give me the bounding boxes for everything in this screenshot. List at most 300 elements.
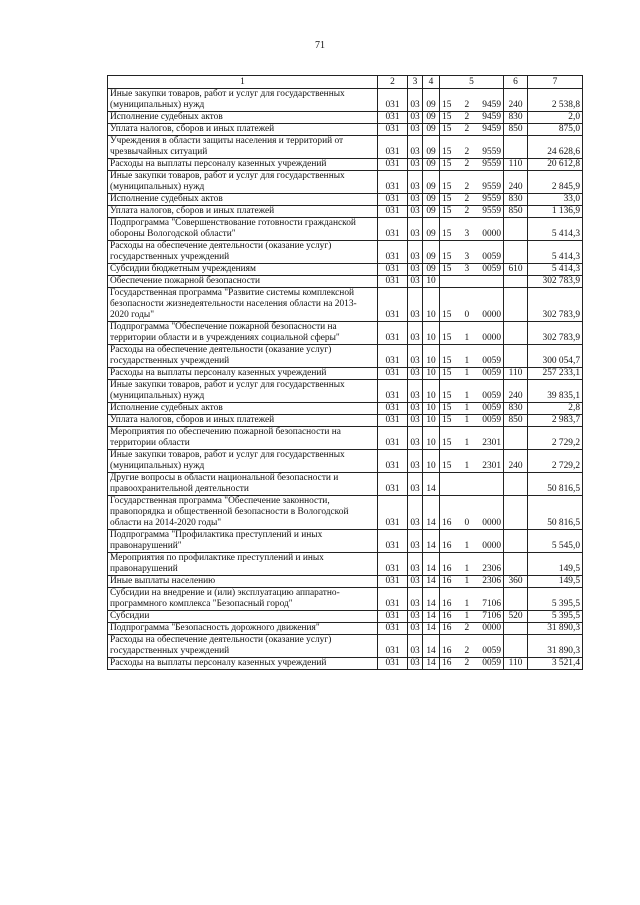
expense-type-code: 610 xyxy=(504,264,528,276)
target-article-code xyxy=(440,124,504,136)
table-row xyxy=(108,345,583,368)
target-article-subprogram: 2 xyxy=(464,159,470,169)
target-article-parts xyxy=(442,599,501,610)
target-article-parts xyxy=(442,194,501,205)
row-name: Государственная программа "Обеспечение законности, правопорядка и общественной безопасности в Вологодской области на 2014-2020 годы" xyxy=(108,496,378,530)
expense-type-code xyxy=(504,473,528,496)
target-article-direction: 0000 xyxy=(482,541,501,551)
target-article-parts xyxy=(442,564,501,575)
amount: 39 835,1 xyxy=(528,380,583,403)
target-article-subprogram: 1 xyxy=(464,541,470,551)
section-code: 03 xyxy=(408,136,423,159)
ved-code: 031 xyxy=(378,264,408,276)
target-article-program: 15 xyxy=(442,391,452,401)
subsection-code: 09 xyxy=(423,124,440,136)
target-article-program: 16 xyxy=(442,564,452,574)
section-code: 03 xyxy=(408,89,423,112)
target-article-direction: 0059 xyxy=(482,368,501,378)
target-article-code xyxy=(440,276,504,288)
section-code: 03 xyxy=(408,159,423,171)
subsection-code: 14 xyxy=(423,658,440,670)
row-name: Расходы на выплаты персоналу казенных учреждений xyxy=(108,658,378,670)
target-article-subprogram: 1 xyxy=(464,576,470,586)
ved-code: 031 xyxy=(378,124,408,136)
table-row xyxy=(108,241,583,264)
table-row xyxy=(108,415,583,427)
target-article-code xyxy=(440,530,504,553)
table-row xyxy=(108,530,583,553)
subsection-code: 10 xyxy=(423,322,440,345)
subsection-code: 14 xyxy=(423,588,440,611)
expense-type-code: 830 xyxy=(504,194,528,206)
target-article-code xyxy=(440,194,504,206)
target-article-code xyxy=(440,345,504,368)
ved-code: 031 xyxy=(378,194,408,206)
target-article-parts xyxy=(442,518,501,529)
target-article-code xyxy=(440,218,504,241)
section-code: 03 xyxy=(408,276,423,288)
target-article-code xyxy=(440,288,504,322)
target-article-parts xyxy=(442,658,501,669)
row-name: Иные закупки товаров, работ и услуг для государственных (муниципальных) нужд xyxy=(108,89,378,112)
target-article-subprogram: 2 xyxy=(464,658,470,668)
expense-type-code: 850 xyxy=(504,415,528,427)
section-code: 03 xyxy=(408,124,423,136)
table-row xyxy=(108,288,583,322)
row-name: Подпрограмма "Совершенствование готовности гражданской обороны Вологодской области" xyxy=(108,218,378,241)
target-article-parts xyxy=(442,333,501,344)
row-name: Иные закупки товаров, работ и услуг для государственных (муниципальных) нужд xyxy=(108,450,378,473)
subsection-code: 14 xyxy=(423,530,440,553)
subsection-code: 09 xyxy=(423,241,440,264)
target-article-subprogram: 2 xyxy=(464,100,470,110)
target-article-direction: 0000 xyxy=(482,333,501,343)
row-name: Субсидии xyxy=(108,611,378,623)
target-article-code xyxy=(440,403,504,415)
row-name: Исполнение судебных актов xyxy=(108,194,378,206)
column-header: 7 xyxy=(528,76,583,89)
target-article-program: 15 xyxy=(442,229,452,239)
section-code: 03 xyxy=(408,658,423,670)
subsection-code: 10 xyxy=(423,288,440,322)
amount: 257 233,1 xyxy=(528,368,583,380)
amount: 2 983,7 xyxy=(528,415,583,427)
amount: 5 545,0 xyxy=(528,530,583,553)
subsection-code: 09 xyxy=(423,89,440,112)
target-article-direction: 9459 xyxy=(482,100,501,110)
row-name: Подпрограмма "Безопасность дорожного движения" xyxy=(108,623,378,635)
target-article-parts xyxy=(442,112,501,123)
target-article-direction: 9559 xyxy=(482,206,501,216)
amount: 24 628,6 xyxy=(528,136,583,159)
table-row xyxy=(108,635,583,658)
target-article-direction: 0000 xyxy=(482,310,501,320)
target-article-parts xyxy=(442,147,501,158)
target-article-code xyxy=(440,658,504,670)
expense-type-code xyxy=(504,496,528,530)
section-code: 03 xyxy=(408,588,423,611)
subsection-code: 09 xyxy=(423,206,440,218)
target-article-program: 15 xyxy=(442,194,452,204)
target-article-code xyxy=(440,89,504,112)
row-name: Уплата налогов, сборов и иных платежей xyxy=(108,415,378,427)
subsection-code: 10 xyxy=(423,415,440,427)
expense-type-code: 360 xyxy=(504,576,528,588)
table-row xyxy=(108,427,583,450)
ved-code: 031 xyxy=(378,415,408,427)
target-article-code xyxy=(440,241,504,264)
expense-type-code: 110 xyxy=(504,159,528,171)
expense-type-code xyxy=(504,623,528,635)
section-code: 03 xyxy=(408,171,423,194)
target-article-program: 15 xyxy=(442,356,452,366)
ved-code: 031 xyxy=(378,553,408,576)
target-article-program: 15 xyxy=(442,415,452,425)
section-code: 03 xyxy=(408,206,423,218)
ved-code: 031 xyxy=(378,623,408,635)
target-article-subprogram: 1 xyxy=(464,391,470,401)
table-row xyxy=(108,623,583,635)
target-article-code xyxy=(440,635,504,658)
subsection-code: 10 xyxy=(423,403,440,415)
subsection-code: 09 xyxy=(423,112,440,124)
row-name: Исполнение судебных актов xyxy=(108,112,378,124)
expense-type-code: 240 xyxy=(504,380,528,403)
ved-code: 031 xyxy=(378,159,408,171)
amount: 2 729,2 xyxy=(528,450,583,473)
target-article-parts xyxy=(442,229,501,240)
target-article-direction: 0059 xyxy=(482,646,501,656)
section-code: 03 xyxy=(408,194,423,206)
row-name: Субсидии на внедрение и (или) эксплуатацию аппаратно-программного комплекса "Безопасный город" xyxy=(108,588,378,611)
subsection-code: 14 xyxy=(423,635,440,658)
subsection-code: 14 xyxy=(423,473,440,496)
expense-type-code xyxy=(504,530,528,553)
target-article-subprogram: 2 xyxy=(464,646,470,656)
target-article-program: 15 xyxy=(442,438,452,448)
table-row xyxy=(108,576,583,588)
expense-type-code xyxy=(504,322,528,345)
table-row xyxy=(108,553,583,576)
target-article-program: 16 xyxy=(442,646,452,656)
target-article-direction: 2301 xyxy=(482,438,501,448)
row-name: Исполнение судебных актов xyxy=(108,403,378,415)
target-article-program: 15 xyxy=(442,252,452,262)
target-article-direction: 0059 xyxy=(482,252,501,262)
ved-code: 031 xyxy=(378,403,408,415)
table-row xyxy=(108,171,583,194)
table-row xyxy=(108,159,583,171)
amount: 5 395,5 xyxy=(528,611,583,623)
target-article-direction: 9459 xyxy=(482,124,501,134)
target-article-direction: 0059 xyxy=(482,403,501,413)
amount: 2 845,9 xyxy=(528,171,583,194)
expense-type-code xyxy=(504,427,528,450)
amount: 302 783,9 xyxy=(528,288,583,322)
table-row xyxy=(108,496,583,530)
target-article-parts xyxy=(442,646,501,657)
column-header: 3 xyxy=(408,76,423,89)
target-article-program: 15 xyxy=(442,403,452,413)
target-article-code xyxy=(440,623,504,635)
row-name: Субсидии бюджетным учреждениям xyxy=(108,264,378,276)
subsection-code: 14 xyxy=(423,576,440,588)
row-name: Мероприятия по обеспечению пожарной безопасности на территории области xyxy=(108,427,378,450)
section-code: 03 xyxy=(408,368,423,380)
amount: 50 816,5 xyxy=(528,473,583,496)
target-article-direction: 0059 xyxy=(482,391,501,401)
ved-code: 031 xyxy=(378,611,408,623)
subsection-code: 09 xyxy=(423,136,440,159)
amount: 149,5 xyxy=(528,553,583,576)
target-article-direction: 7106 xyxy=(482,599,501,609)
ved-code: 031 xyxy=(378,322,408,345)
section-code: 03 xyxy=(408,473,423,496)
amount: 5 414,3 xyxy=(528,241,583,264)
target-article-subprogram: 0 xyxy=(464,310,470,320)
target-article-parts xyxy=(442,611,501,622)
table-row xyxy=(108,264,583,276)
target-article-program: 16 xyxy=(442,611,452,621)
table-row xyxy=(108,658,583,670)
expense-type-code: 830 xyxy=(504,112,528,124)
target-article-program: 15 xyxy=(442,310,452,320)
target-article-subprogram: 2 xyxy=(464,623,470,633)
expense-type-code xyxy=(504,276,528,288)
table-row xyxy=(108,89,583,112)
expense-type-code xyxy=(504,218,528,241)
table-row xyxy=(108,450,583,473)
table-row xyxy=(108,194,583,206)
target-article-subprogram: 1 xyxy=(464,333,470,343)
row-name: Подпрограмма "Профилактика преступлений и иных правонарушений" xyxy=(108,530,378,553)
page-number: 71 xyxy=(315,40,325,51)
target-article-subprogram: 1 xyxy=(464,415,470,425)
expense-type-code xyxy=(504,553,528,576)
target-article-subprogram: 2 xyxy=(464,147,470,157)
section-code: 03 xyxy=(408,623,423,635)
subsection-code: 10 xyxy=(423,368,440,380)
target-article-subprogram: 0 xyxy=(464,518,470,528)
expense-type-code: 240 xyxy=(504,89,528,112)
target-article-code xyxy=(440,611,504,623)
target-article-parts xyxy=(442,206,501,217)
target-article-direction: 9559 xyxy=(482,159,501,169)
target-article-direction: 7106 xyxy=(482,611,501,621)
target-article-program: 15 xyxy=(442,461,452,471)
expense-type-code: 240 xyxy=(504,450,528,473)
target-article-direction: 0059 xyxy=(482,264,501,274)
target-article-program: 15 xyxy=(442,100,452,110)
section-code: 03 xyxy=(408,450,423,473)
target-article-parts xyxy=(442,415,501,426)
target-article-subprogram: 1 xyxy=(464,356,470,366)
subsection-code: 10 xyxy=(423,380,440,403)
table-row xyxy=(108,276,583,288)
column-header: 1 xyxy=(108,76,378,89)
target-article-subprogram: 3 xyxy=(464,252,470,262)
expense-type-code xyxy=(504,635,528,658)
table-row xyxy=(108,588,583,611)
row-name: Уплата налогов, сборов и иных платежей xyxy=(108,206,378,218)
target-article-direction: 9559 xyxy=(482,147,501,157)
section-code: 03 xyxy=(408,112,423,124)
row-name: Расходы на обеспечение деятельности (оказание услуг) государственных учреждений xyxy=(108,241,378,264)
target-article-subprogram: 2 xyxy=(464,206,470,216)
target-article-program: 15 xyxy=(442,333,452,343)
subsection-code: 14 xyxy=(423,496,440,530)
table-row xyxy=(108,403,583,415)
ved-code: 031 xyxy=(378,276,408,288)
subsection-code: 10 xyxy=(423,276,440,288)
target-article-direction: 0059 xyxy=(482,658,501,668)
expense-type-code: 240 xyxy=(504,171,528,194)
target-article-direction: 9559 xyxy=(482,182,501,192)
ved-code: 031 xyxy=(378,473,408,496)
target-article-parts xyxy=(442,438,501,449)
target-article-parts xyxy=(442,159,501,170)
target-article-code xyxy=(440,427,504,450)
target-article-subprogram: 1 xyxy=(464,461,470,471)
target-article-program: 16 xyxy=(442,623,452,633)
target-article-program: 15 xyxy=(442,264,452,274)
section-code: 03 xyxy=(408,496,423,530)
section-code: 03 xyxy=(408,322,423,345)
expense-type-code xyxy=(504,345,528,368)
section-code: 03 xyxy=(408,218,423,241)
row-name: Расходы на обеспечение деятельности (оказание услуг) государственных учреждений xyxy=(108,635,378,658)
table-body xyxy=(108,89,583,670)
expense-type-code xyxy=(504,288,528,322)
target-article-direction: 0059 xyxy=(482,356,501,366)
section-code: 03 xyxy=(408,427,423,450)
column-header: 5 xyxy=(440,76,504,89)
ved-code: 031 xyxy=(378,288,408,322)
ved-code: 031 xyxy=(378,171,408,194)
ved-code: 031 xyxy=(378,136,408,159)
section-code: 03 xyxy=(408,530,423,553)
expense-type-code xyxy=(504,136,528,159)
column-header: 4 xyxy=(423,76,440,89)
table-row xyxy=(108,124,583,136)
target-article-program: 15 xyxy=(442,182,452,192)
ved-code: 031 xyxy=(378,576,408,588)
table-row xyxy=(108,112,583,124)
target-article-direction: 9559 xyxy=(482,194,501,204)
row-name: Иные закупки товаров, работ и услуг для государственных (муниципальных) нужд xyxy=(108,171,378,194)
target-article-code xyxy=(440,415,504,427)
row-name: Обеспечение пожарной безопасности xyxy=(108,276,378,288)
target-article-code xyxy=(440,159,504,171)
amount: 2 538,8 xyxy=(528,89,583,112)
ved-code: 031 xyxy=(378,427,408,450)
row-name: Уплата налогов, сборов и иных платежей xyxy=(108,124,378,136)
target-article-direction: 0000 xyxy=(482,518,501,528)
row-name: Государственная программа "Развитие системы комплексной безопасности жизнедеятельности населения области на 2013-2020 годы" xyxy=(108,288,378,322)
section-code: 03 xyxy=(408,576,423,588)
subsection-code: 09 xyxy=(423,159,440,171)
amount: 875,0 xyxy=(528,124,583,136)
target-article-code xyxy=(440,496,504,530)
target-article-program: 16 xyxy=(442,599,452,609)
table-row xyxy=(108,380,583,403)
target-article-parts xyxy=(442,461,501,472)
amount: 302 783,9 xyxy=(528,322,583,345)
row-name: Расходы на выплаты персоналу казенных учреждений xyxy=(108,368,378,380)
expense-type-code xyxy=(504,241,528,264)
ved-code: 031 xyxy=(378,89,408,112)
amount: 149,5 xyxy=(528,576,583,588)
ved-code: 031 xyxy=(378,496,408,530)
table-row xyxy=(108,368,583,380)
expense-type-code: 850 xyxy=(504,206,528,218)
target-article-direction: 2306 xyxy=(482,576,501,586)
table-row xyxy=(108,136,583,159)
target-article-code xyxy=(440,588,504,611)
section-code: 03 xyxy=(408,611,423,623)
amount: 20 612,8 xyxy=(528,159,583,171)
target-article-subprogram: 2 xyxy=(464,182,470,192)
budget-table xyxy=(107,75,583,670)
expense-type-code: 110 xyxy=(504,658,528,670)
section-code: 03 xyxy=(408,241,423,264)
section-code: 03 xyxy=(408,635,423,658)
column-header: 6 xyxy=(504,76,528,89)
target-article-parts xyxy=(442,252,501,263)
target-article-parts xyxy=(442,100,501,111)
column-header-row xyxy=(108,76,583,89)
amount: 3 521,4 xyxy=(528,658,583,670)
target-article-program: 15 xyxy=(442,147,452,157)
subsection-code: 09 xyxy=(423,264,440,276)
subsection-code: 10 xyxy=(423,450,440,473)
section-code: 03 xyxy=(408,553,423,576)
target-article-program: 16 xyxy=(442,541,452,551)
ved-code: 031 xyxy=(378,658,408,670)
expense-type-code: 850 xyxy=(504,124,528,136)
target-article-parts xyxy=(442,310,501,321)
target-article-parts xyxy=(442,368,501,379)
row-name: Расходы на обеспечение деятельности (оказание услуг) государственных учреждений xyxy=(108,345,378,368)
subsection-code: 10 xyxy=(423,345,440,368)
table-row xyxy=(108,218,583,241)
target-article-program: 15 xyxy=(442,124,452,134)
ved-code: 031 xyxy=(378,112,408,124)
target-article-parts xyxy=(442,264,501,275)
target-article-subprogram: 1 xyxy=(464,599,470,609)
expense-type-code xyxy=(504,588,528,611)
target-article-subprogram: 2 xyxy=(464,124,470,134)
target-article-subprogram: 2 xyxy=(464,112,470,122)
amount: 50 816,5 xyxy=(528,496,583,530)
table-row xyxy=(108,611,583,623)
target-article-code xyxy=(440,380,504,403)
amount: 5 395,5 xyxy=(528,588,583,611)
row-name: Другие вопросы в области национальной безопасности и правоохранительной деятельности xyxy=(108,473,378,496)
ved-code: 031 xyxy=(378,241,408,264)
subsection-code: 14 xyxy=(423,553,440,576)
amount: 1 136,9 xyxy=(528,206,583,218)
row-name: Мероприятия по профилактике преступлений и иных правонарушений xyxy=(108,553,378,576)
ved-code: 031 xyxy=(378,450,408,473)
target-article-code xyxy=(440,322,504,345)
amount: 33,0 xyxy=(528,194,583,206)
ved-code: 031 xyxy=(378,635,408,658)
row-name: Расходы на выплаты персоналу казенных учреждений xyxy=(108,159,378,171)
row-name: Иные закупки товаров, работ и услуг для государственных (муниципальных) нужд xyxy=(108,380,378,403)
row-name: Подпрограмма "Обеспечение пожарной безопасности на территории области и в учреждениях социальной сферы" xyxy=(108,322,378,345)
target-article-code xyxy=(440,264,504,276)
